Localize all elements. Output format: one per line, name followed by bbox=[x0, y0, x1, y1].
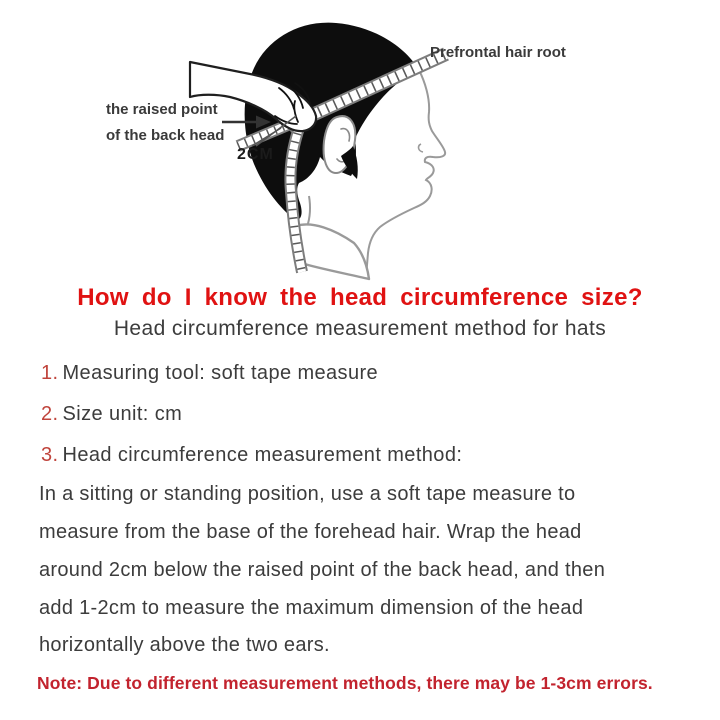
error-note: Note: Due to different measurement methods, there may be 1-3cm errors. bbox=[37, 673, 653, 693]
instruction-item-1-text: Measuring tool: soft tape measure bbox=[62, 362, 379, 384]
subtitle: Head circumference measurement method for hats bbox=[113, 317, 607, 340]
instruction-item-2 bbox=[41, 403, 182, 426]
instruction-item-3-text: Head circumference measurement method: bbox=[62, 444, 463, 466]
instruction-item-1 bbox=[41, 362, 378, 385]
method-paragraph-line-3: around 2cm below the raised point of the back head, and then bbox=[39, 559, 606, 581]
method-paragraph-line-2: measure from the base of the forehead hair. Wrap the head bbox=[39, 521, 582, 543]
method-paragraph-line-1: In a sitting or standing position, use a soft tape measure to bbox=[39, 483, 576, 505]
instruction-item-1-number: 1. bbox=[41, 362, 59, 384]
instruction-item-2-text: Size unit: cm bbox=[62, 403, 183, 425]
label-2cm: 2CM bbox=[237, 146, 274, 163]
neck-back-line bbox=[307, 196, 310, 227]
instruction-item-3-number: 3. bbox=[41, 444, 59, 466]
method-paragraph-line-5: horizontally above the two ears. bbox=[39, 634, 330, 656]
page-title: How do I know the head circumference size? bbox=[77, 284, 643, 311]
label-raised-point-line2: of the back head bbox=[106, 127, 225, 144]
instruction-item-3 bbox=[41, 444, 462, 467]
nostril-line bbox=[419, 144, 423, 152]
label-prefrontal-hair-root: Prefrontal hair root bbox=[430, 44, 566, 61]
label-raised-point-line1: the raised point bbox=[106, 101, 218, 118]
method-paragraph-line-4: add 1-2cm to measure the maximum dimension of the head bbox=[39, 597, 584, 619]
instruction-item-2-number: 2. bbox=[41, 403, 59, 425]
head-measurement-diagram bbox=[0, 0, 720, 282]
